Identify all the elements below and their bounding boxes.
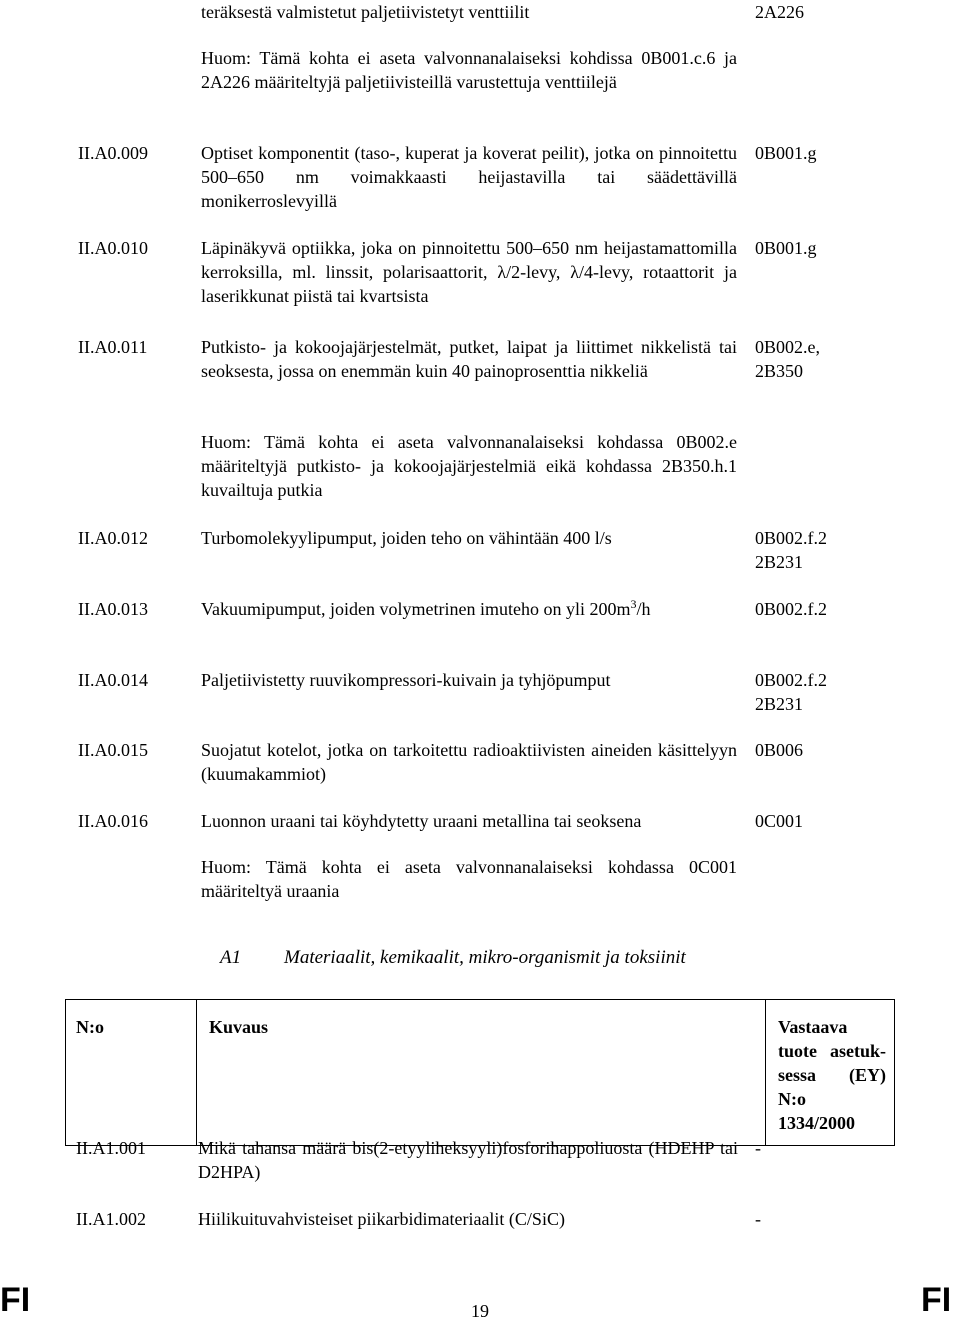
item-reference: 0B001.g	[755, 143, 817, 163]
item-code: II.A0.009	[78, 143, 148, 163]
item-reference: -	[755, 1138, 761, 1158]
item-description: Hiilikuituvahvisteiset piikarbidimateriaalit (C/SiC)	[198, 1209, 565, 1229]
item-description: Optiset komponentit (taso-, kuperat ja koverat peilit), jotka on pinnoitettu 500–650 nm voimakkaasti heijastavilla tai säädettävillä monikerroslevyillä	[201, 143, 737, 211]
item-description: Paljetiivistetty ruuvikompressori-kuivain ja tyhjöpumput	[201, 670, 611, 690]
item-note: Huom: Tämä kohta ei aseta valvonnanalaiseksi kohdassa 0B002.e määriteltyjä putkisto- ja kokoojajärjestelmiä eikä kohdassa 2B350.h.1 kuvailtuja putkia	[201, 432, 737, 500]
item-reference: -	[755, 1209, 761, 1229]
section-code: A1	[220, 947, 242, 968]
item-code: II.A0.016	[78, 811, 148, 831]
footer-language-left: FI	[0, 1281, 31, 1319]
top-item-description: teräksestä valmistetut paljetiivistetyt venttiilit	[201, 2, 530, 22]
page-number: 19	[471, 1301, 489, 1321]
header-description: Kuvaus	[197, 1000, 766, 1146]
item-description: Putkisto- ja kokoojajärjestelmät, putket, laipat ja liittimet nikkelistä tai seoksesta, jossa on enemmän kuin 40 painoprosenttia nikkeliä	[201, 337, 737, 381]
item-code: II.A0.013	[78, 599, 148, 619]
item-code: II.A0.011	[78, 337, 148, 357]
item-reference: 0C001	[755, 811, 804, 831]
item-code: II.A0.012	[78, 528, 148, 548]
item-note: Huom: Tämä kohta ei aseta valvonnanalaiseksi kohdassa 0C001 määriteltyä uraania	[201, 857, 737, 901]
top-item-note: Huom: Tämä kohta ei aseta valvonnanalaiseksi kohdissa 0B001.c.6 ja 2A226 määriteltyjä paljetiivisteillä varustettuja venttiilejä	[201, 48, 737, 92]
top-item-reference: 2A226	[755, 2, 804, 22]
item-reference: 0B006	[755, 740, 804, 760]
item-code: II.A0.010	[78, 238, 148, 258]
superscript: 3	[630, 597, 637, 611]
item-description: Turbomolekyylipumput, joiden teho on vähintään 400 l/s	[201, 528, 612, 548]
item-reference: 0B002.f.2 2B231	[755, 670, 827, 714]
header-reference: Vastaava tuote asetuk-sessa (EY) N:o 1334/2000	[766, 1000, 895, 1146]
item-reference: 0B002.f.2	[755, 599, 827, 619]
item-reference: 0B002.f.2 2B231	[755, 528, 827, 572]
item-code: II.A1.001	[76, 1138, 146, 1158]
item-reference: 0B001.g	[755, 238, 817, 258]
item-code: II.A0.015	[78, 740, 148, 760]
table-header	[65, 999, 895, 1146]
item-description: Vakuumipumput, joiden volymetrinen imuteho on yli $200m^3/h$	[201, 597, 651, 619]
footer-language-right: FI	[921, 1281, 952, 1319]
item-code: II.A0.014	[78, 670, 148, 690]
item-reference: 0B002.e, 2B350	[755, 337, 820, 381]
item-description: Mikä tahansa määrä bis(2-etyyliheksyyli)fosforihappoliuosta (HDEHP tai D2HPA)	[198, 1138, 738, 1182]
item-code: II.A1.002	[76, 1209, 146, 1229]
item-description: Luonnon uraani tai köyhdytetty uraani metallina tai seoksena	[201, 811, 642, 831]
item-description: Suojatut kotelot, jotka on tarkoitettu radioaktiivisten aineiden käsittelyyn (kuumakammiot)	[201, 740, 737, 784]
header-number: N:o	[66, 1000, 197, 1146]
item-description: Läpinäkyvä optiikka, joka on pinnoitettu 500–650 nm heijastamattomilla kerroksilla, ml. linssit, polarisaattorit, λ/2-levy, λ/4-levy, rotaattorit ja laserikkunat piistä tai kvartsista	[201, 238, 737, 306]
section-title: Materiaalit, kemikaalit, mikro-organismit ja toksiinit	[284, 947, 686, 968]
